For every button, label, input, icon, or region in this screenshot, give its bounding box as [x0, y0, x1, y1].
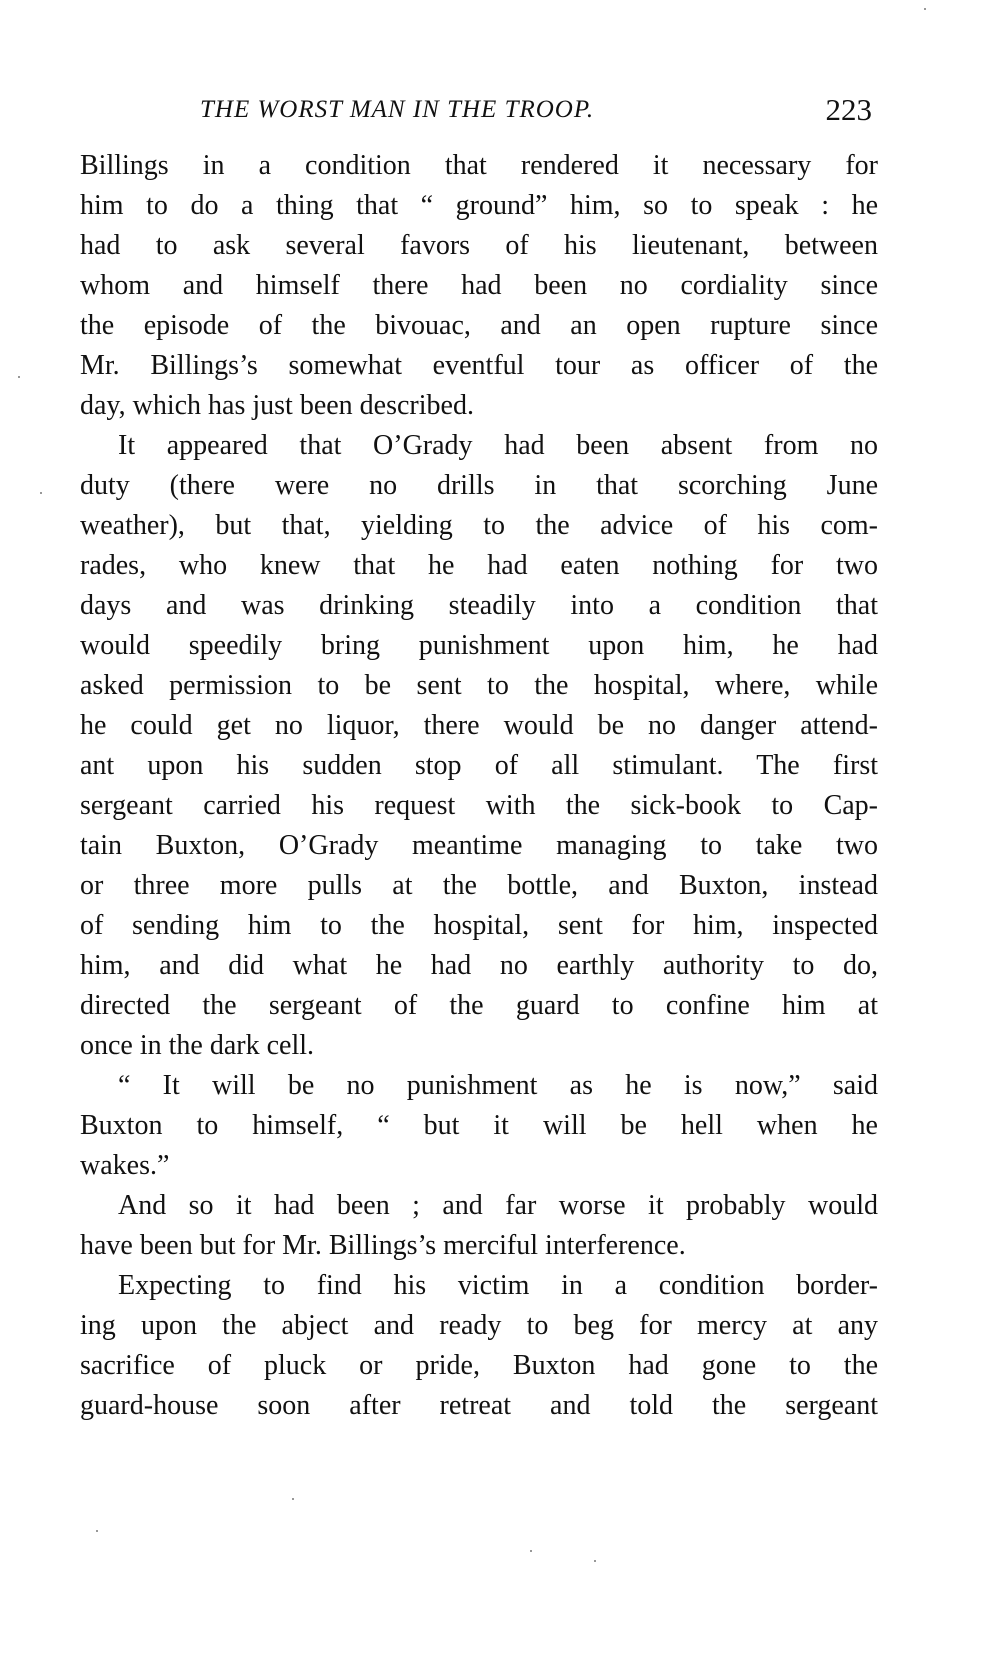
text-line: or three more pulls at the bottle, and Buxton, instead — [80, 870, 878, 901]
text-line: have been but for Mr. Billings’s merciful interference. — [80, 1230, 686, 1261]
text-line: duty (there were no drills in that scorching June — [80, 470, 878, 501]
text-line: he could get no liquor, there would be no danger attend- — [80, 710, 878, 741]
text-line: sergeant carried his request with the sick-book to Cap- — [80, 790, 878, 821]
text-line: It appeared that O’Grady had been absent from no — [118, 430, 878, 461]
text-line: Billings in a condition that rendered it necessary for — [80, 150, 878, 181]
scan-speck — [40, 492, 42, 494]
text-line: him to do a thing that “ ground” him, so to speak : he — [80, 190, 878, 221]
text-line: sacrifice of pluck or pride, Buxton had gone to the — [80, 1350, 878, 1381]
scan-speck — [530, 1550, 532, 1552]
text-line: day, which has just been described. — [80, 390, 474, 421]
text-line: Expecting to find his victim in a condition border- — [118, 1270, 878, 1301]
text-line: asked permission to be sent to the hospital, where, while — [80, 670, 878, 701]
scan-speck — [96, 1530, 98, 1532]
text-line: Buxton to himself, “ but it will be hell when he — [80, 1110, 878, 1141]
text-line: once in the dark cell. — [80, 1030, 315, 1061]
scan-speck — [18, 376, 20, 378]
text-line: days and was drinking steadily into a condition that — [80, 590, 878, 621]
text-line: weather), but that, yielding to the advice of his com- — [80, 510, 878, 541]
text-line: ant upon his sudden stop of all stimulant. The first — [80, 750, 878, 781]
scan-speck — [292, 1498, 294, 1500]
text-line: would speedily bring punishment upon him, he had — [80, 630, 878, 661]
page-number: 223 — [825, 92, 872, 127]
scan-speck — [594, 1560, 596, 1562]
scan-speck — [924, 8, 926, 10]
text-line: ing upon the abject and ready to beg for mercy at any — [80, 1310, 878, 1341]
text-line: whom and himself there had been no cordiality since — [80, 270, 878, 301]
text-line: guard-house soon after retreat and told the sergeant — [80, 1390, 878, 1421]
text-line: directed the sergeant of the guard to confine him at — [80, 990, 878, 1021]
text-line: the episode of the bivouac, and an open rupture since — [80, 310, 878, 341]
text-line: him, and did what he had no earthly authority to do, — [80, 950, 878, 981]
text-line: And so it had been ; and far worse it probably would — [118, 1190, 878, 1221]
running-head: THE WORST MAN IN THE TROOP. — [200, 96, 595, 123]
text-line: of sending him to the hospital, sent for him, inspected — [80, 910, 878, 941]
text-line: rades, who knew that he had eaten nothing for two — [80, 550, 878, 581]
text-line: wakes.” — [80, 1150, 170, 1181]
text-line: Mr. Billings’s somewhat eventful tour as officer of the — [80, 350, 878, 381]
body-text — [80, 146, 878, 1426]
page-header — [80, 92, 880, 134]
text-line: “ It will be no punishment as he is now,” said — [118, 1070, 878, 1101]
text-line: tain Buxton, O’Grady meantime managing to take two — [80, 830, 878, 861]
text-line: had to ask several favors of his lieutenant, between — [80, 230, 878, 261]
